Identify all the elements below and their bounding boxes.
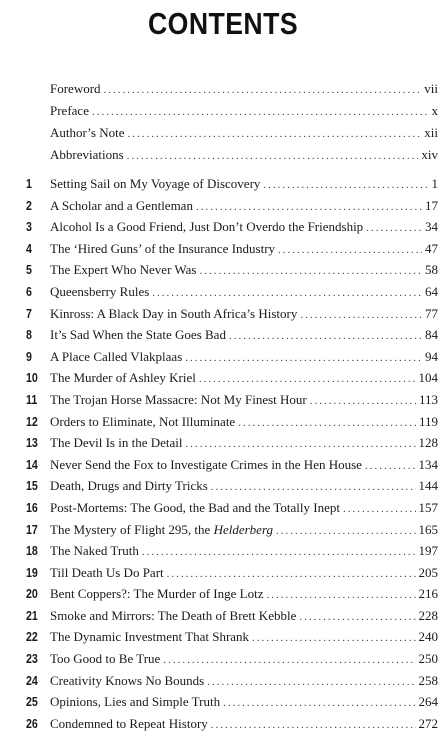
chapter-entry bbox=[26, 651, 438, 673]
chapter-title: Death, Drugs and Dirty Tricks bbox=[50, 478, 208, 494]
chapter-page-number: 258 bbox=[418, 672, 438, 688]
dot-leader bbox=[343, 503, 416, 515]
chapter-number: 20 bbox=[26, 587, 38, 602]
chapter-entry bbox=[26, 349, 438, 371]
chapter-title: Setting Sail on My Voyage of Discovery bbox=[50, 176, 261, 191]
chapter-page-number: 134 bbox=[418, 456, 438, 472]
chapter-page-number: 250 bbox=[418, 651, 438, 667]
chapter-entry bbox=[26, 716, 438, 737]
chapter-title: Too Good to Be True bbox=[50, 651, 161, 667]
chapter-page-number: 205 bbox=[418, 564, 438, 580]
dot-leader bbox=[310, 395, 416, 407]
dot-leader bbox=[300, 309, 422, 321]
chapter-entry bbox=[26, 478, 438, 500]
dot-leader bbox=[299, 611, 415, 623]
chapter-page-number: 104 bbox=[418, 370, 438, 386]
chapter-title: It’s Sad When the State Goes Bad bbox=[50, 327, 226, 343]
chapter-entry bbox=[26, 370, 438, 392]
chapter-title: Smoke and Mirrors: The Death of Brett Kebble bbox=[50, 607, 297, 623]
chapter-number: 18 bbox=[26, 544, 38, 559]
chapter-entry bbox=[26, 284, 438, 306]
chapter-number: 17 bbox=[26, 522, 38, 537]
chapter-number: 25 bbox=[26, 695, 38, 710]
chapter-title: The Trojan Horse Massacre: Not My Finest Hour bbox=[50, 391, 307, 407]
front-matter-list bbox=[50, 81, 438, 169]
dot-leader bbox=[163, 654, 415, 666]
chapter-title: The Murder of Ashley Kriel bbox=[50, 370, 196, 386]
chapter-page-number: 64 bbox=[425, 283, 438, 299]
front-matter-entry bbox=[50, 125, 438, 147]
chapter-entry bbox=[26, 586, 438, 608]
chapter-entry bbox=[26, 673, 438, 695]
dot-leader bbox=[266, 589, 415, 601]
chapter-entry bbox=[26, 608, 438, 630]
chapter-page-number: 264 bbox=[418, 694, 438, 710]
dot-leader bbox=[199, 265, 422, 277]
chapter-title: Never Send the Fox to Investigate Crimes in the Hen House bbox=[50, 456, 362, 472]
dot-leader bbox=[252, 632, 415, 644]
chapter-number: 12 bbox=[26, 414, 38, 429]
dot-leader bbox=[199, 373, 416, 385]
chapter-entry bbox=[26, 198, 438, 220]
chapter-number: 26 bbox=[26, 716, 38, 731]
chapter-entry bbox=[26, 522, 438, 544]
chapter-number: 9 bbox=[26, 349, 32, 364]
dot-leader bbox=[92, 106, 429, 118]
chapter-title: The Expert Who Never Was bbox=[50, 262, 197, 278]
chapter-number: 14 bbox=[26, 457, 38, 472]
chapter-title: The ‘Hired Guns’ of the Insurance Industry bbox=[50, 240, 276, 256]
chapter-entry bbox=[26, 543, 438, 565]
chapter-number: 8 bbox=[26, 328, 32, 343]
chapter-page-number: 84 bbox=[425, 327, 438, 343]
chapter-list bbox=[26, 176, 438, 737]
dot-leader bbox=[104, 84, 422, 96]
chapter-number: 23 bbox=[26, 652, 38, 667]
dot-leader bbox=[167, 568, 416, 580]
chapter-page-number: 144 bbox=[418, 478, 438, 494]
chapter-entry bbox=[26, 629, 438, 651]
chapter-title: Condemned to Repeat History bbox=[50, 715, 208, 731]
page-title: CONTENTS bbox=[147, 6, 299, 41]
chapter-title: A Scholar and a Gentleman bbox=[50, 197, 193, 213]
entry-title: Abbreviations bbox=[50, 147, 124, 162]
chapter-number: 21 bbox=[26, 608, 38, 623]
chapter-number: 16 bbox=[26, 500, 38, 515]
chapter-number: 11 bbox=[26, 392, 38, 407]
chapter-number: 3 bbox=[26, 220, 32, 235]
chapter-number: 7 bbox=[26, 306, 32, 321]
chapter-number: 5 bbox=[26, 263, 32, 278]
dot-leader bbox=[207, 676, 415, 688]
entry-page-number: x bbox=[431, 103, 438, 118]
chapter-page-number: 113 bbox=[418, 391, 438, 407]
chapter-page-number: 165 bbox=[418, 521, 438, 537]
chapter-number: 24 bbox=[26, 673, 38, 688]
front-matter-entry bbox=[50, 147, 438, 169]
chapter-title: Queensberry Rules bbox=[50, 283, 150, 299]
chapter-page-number: 94 bbox=[425, 348, 438, 364]
entry-title: Foreword bbox=[50, 81, 101, 96]
entry-title: Author’s Note bbox=[50, 125, 125, 140]
chapter-number: 15 bbox=[26, 479, 38, 494]
chapter-page-number: 240 bbox=[418, 629, 438, 645]
chapter-title-italic: Helderberg bbox=[213, 521, 274, 537]
dot-leader bbox=[186, 438, 416, 450]
chapter-title: Opinions, Lies and Simple Truth bbox=[50, 694, 221, 710]
front-matter-entry bbox=[50, 103, 438, 125]
chapter-entry bbox=[26, 694, 438, 716]
chapter-page-number: 197 bbox=[418, 543, 438, 559]
dot-leader bbox=[152, 287, 422, 299]
chapter-title: The Devil Is in the Detail bbox=[50, 435, 183, 451]
dot-leader bbox=[365, 460, 416, 472]
dot-leader bbox=[211, 481, 416, 493]
chapter-title: Till Death Us Do Part bbox=[50, 564, 164, 580]
chapter-number: 19 bbox=[26, 565, 38, 580]
chapter-page-number: 119 bbox=[418, 413, 438, 429]
dot-leader bbox=[276, 525, 415, 537]
dot-leader bbox=[238, 417, 416, 429]
entry-page-number: xii bbox=[424, 125, 438, 140]
chapter-page-number: 17 bbox=[425, 197, 438, 213]
chapter-number: 10 bbox=[26, 371, 38, 386]
chapter-page-number: 228 bbox=[418, 607, 438, 623]
chapter-entry bbox=[26, 262, 438, 284]
chapter-title: Kinross: A Black Day in South Africa’s History bbox=[50, 305, 298, 321]
chapter-entry bbox=[26, 457, 438, 479]
chapter-entry bbox=[26, 176, 438, 198]
chapter-page-number: 77 bbox=[425, 305, 438, 321]
chapter-title: The Mystery of Flight 295, the Helderberg bbox=[50, 521, 274, 537]
chapter-page-number: 47 bbox=[425, 240, 438, 256]
chapter-entry bbox=[26, 500, 438, 522]
chapter-number: 13 bbox=[26, 436, 38, 451]
dot-leader bbox=[229, 330, 422, 342]
chapter-number: 4 bbox=[26, 241, 32, 256]
chapter-entry bbox=[26, 327, 438, 349]
dot-leader bbox=[366, 222, 422, 234]
front-matter-entry bbox=[50, 81, 438, 103]
dot-leader bbox=[211, 719, 416, 731]
chapter-entry bbox=[26, 392, 438, 414]
chapter-title: A Place Called Vlakplaas bbox=[50, 348, 183, 364]
chapter-number: 6 bbox=[26, 284, 32, 299]
chapter-page-number: 34 bbox=[425, 219, 438, 235]
chapter-title: Creativity Knows No Bounds bbox=[50, 672, 205, 688]
dot-leader bbox=[185, 352, 422, 364]
chapter-title: The Naked Truth bbox=[50, 543, 139, 559]
chapter-page-number: 128 bbox=[418, 435, 438, 451]
chapter-number: 2 bbox=[26, 198, 32, 213]
chapter-page-number: 216 bbox=[418, 586, 438, 602]
chapter-number: 22 bbox=[26, 630, 38, 645]
chapter-page-number: 272 bbox=[418, 715, 438, 731]
chapter-entry bbox=[26, 241, 438, 263]
chapter-entry bbox=[26, 219, 438, 241]
dot-leader bbox=[263, 179, 428, 191]
dot-leader bbox=[278, 244, 422, 256]
dot-leader bbox=[223, 697, 415, 709]
chapter-page-number: 1 bbox=[431, 176, 438, 191]
chapter-title: Alcohol Is a Good Friend, Just Don’t Overdo the Friendship bbox=[50, 219, 364, 235]
entry-page-number: xiv bbox=[421, 147, 438, 162]
chapter-entry bbox=[26, 414, 438, 436]
chapter-page-number: 58 bbox=[425, 262, 438, 278]
dot-leader bbox=[196, 201, 422, 213]
chapter-page-number: 157 bbox=[418, 499, 438, 515]
entry-title: Preface bbox=[50, 103, 89, 118]
chapter-number: 1 bbox=[26, 177, 32, 191]
chapter-entry bbox=[26, 306, 438, 328]
entry-page-number: vii bbox=[424, 81, 438, 96]
chapter-title: The Dynamic Investment That Shrank bbox=[50, 629, 250, 645]
dot-leader bbox=[127, 150, 419, 162]
chapter-entry bbox=[26, 435, 438, 457]
dot-leader bbox=[142, 546, 416, 558]
chapter-entry bbox=[26, 565, 438, 587]
chapter-title: Orders to Eliminate, Not Illuminate bbox=[50, 413, 236, 429]
chapter-title: Bent Coppers?: The Murder of Inge Lotz bbox=[50, 586, 264, 602]
dot-leader bbox=[128, 128, 422, 140]
chapter-title: Post-Mortems: The Good, the Bad and the Totally Inept bbox=[50, 499, 340, 515]
